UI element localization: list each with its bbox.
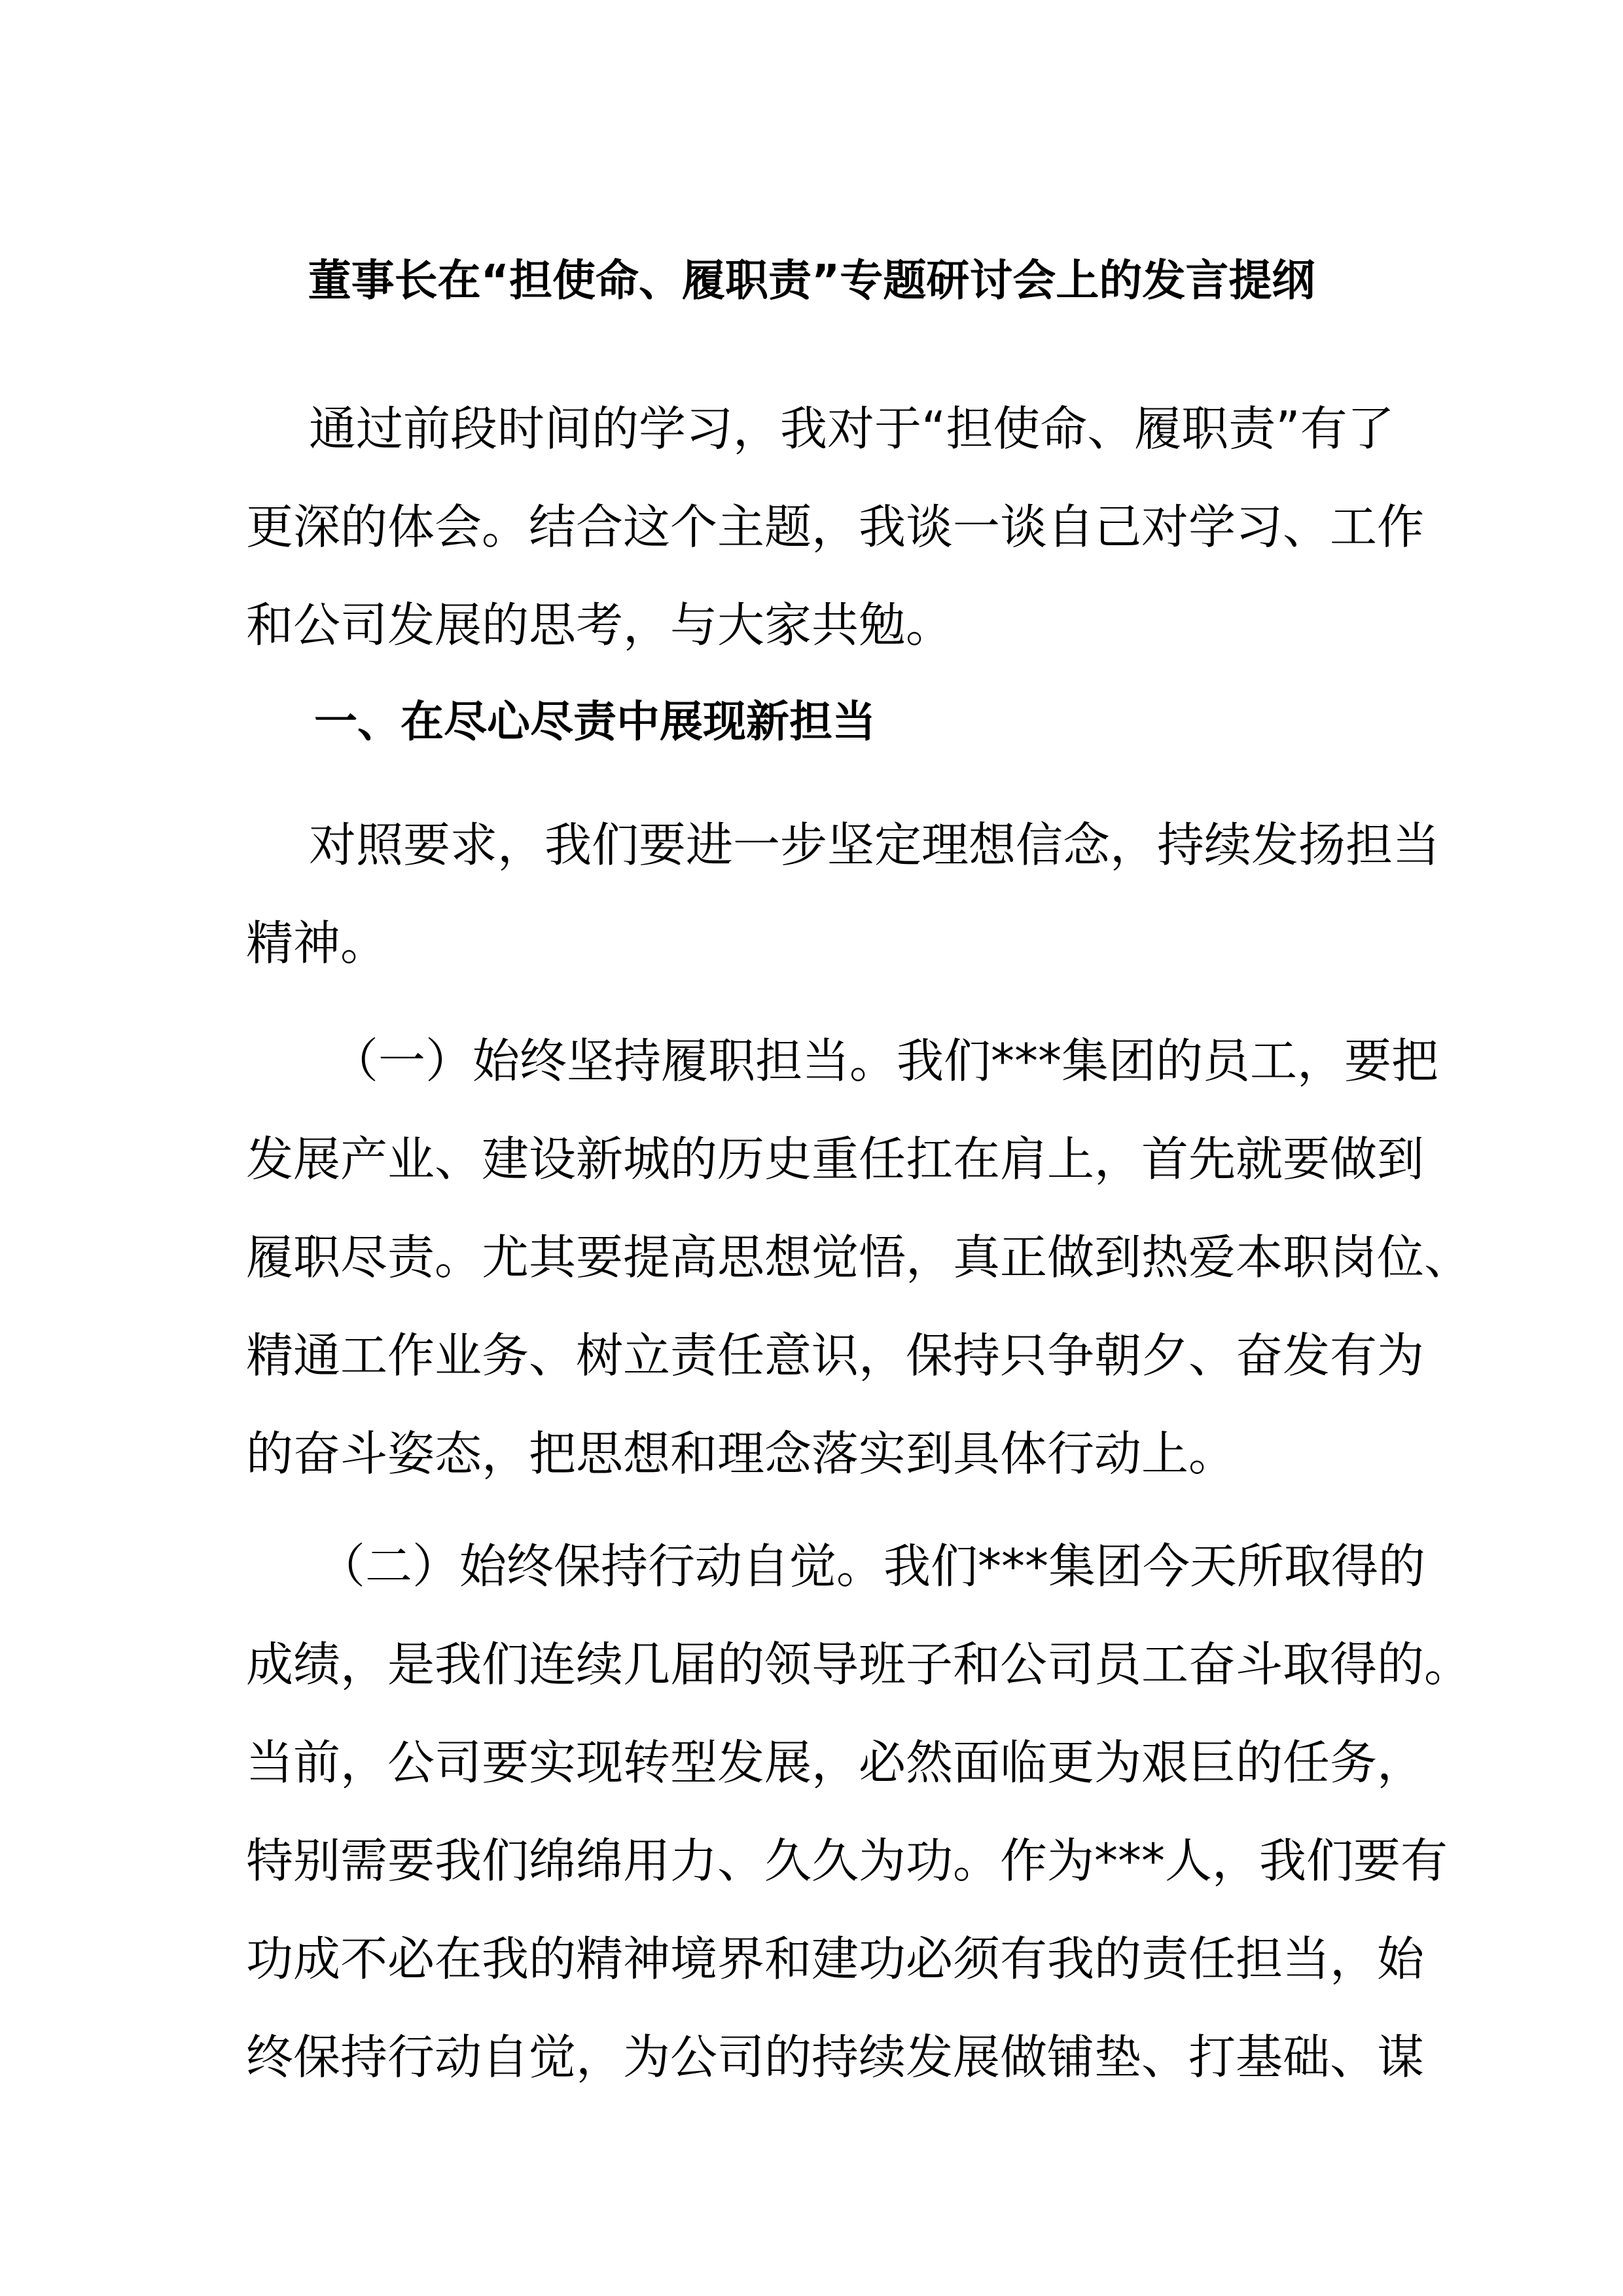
paragraph-line: 和公司发展的思考，与大家共勉。 <box>246 598 954 653</box>
paragraph-line: （一）始终坚持履职担当。我们***集团的员工，要把 <box>331 1033 1439 1088</box>
paragraph-line: 发展产业、建设新城的历史重任扛在肩上，首先就要做到 <box>246 1132 1425 1187</box>
paragraph-line: 更深的体会。结合这个主题，我谈一谈自己对学习、工作 <box>246 499 1425 554</box>
paragraph-line: 当前，公司要实现转型发展，必然面临更为艰巨的任务， <box>246 1735 1425 1790</box>
section-intro-paragraph <box>246 796 1440 992</box>
paragraph-line: 精神。 <box>246 916 388 971</box>
paragraph-line: 终保持行动自觉，为公司的持续发展做铺垫、打基础、谋 <box>246 2030 1425 2085</box>
paragraph-line: 履职尽责。尤其要提高思想觉悟，真正做到热爱本职岗位、 <box>246 1230 1472 1285</box>
paragraph-line: 成绩，是我们连续几届的领导班子和公司员工奋斗取得的。 <box>246 1637 1472 1692</box>
paragraph-line: 特别需要我们绵绵用力、久久为功。作为***人，我们要有 <box>246 1833 1448 1888</box>
paragraph-line: 功成不必在我的精神境界和建功必须有我的责任担当，始 <box>246 1931 1425 1986</box>
subsection-two-paragraph <box>246 1517 1472 2106</box>
subsection-one-paragraph <box>246 1012 1472 1503</box>
document-title: 董事长在“担使命、履职责”专题研讨会上的发言提纲 <box>308 255 1315 306</box>
paragraph-line: 的奋斗姿态，把思想和理念落实到具体行动上。 <box>246 1426 1236 1481</box>
paragraph-line: 对照要求，我们要进一步坚定理想信念，持续发扬担当 <box>309 817 1440 872</box>
section-heading: 一、在尽心尽责中展现新担当 <box>314 696 876 747</box>
paragraph-line: 精通工作业务、树立责任意识，保持只争朝夕、奋发有为 <box>246 1328 1425 1383</box>
intro-paragraph <box>246 380 1425 674</box>
paragraph-line: 通过前段时间的学习，我对于“担使命、履职责”有了 <box>309 401 1395 456</box>
paragraph-line: （二）始终保持行动自觉。我们***集团今天所取得的 <box>318 1539 1426 1594</box>
